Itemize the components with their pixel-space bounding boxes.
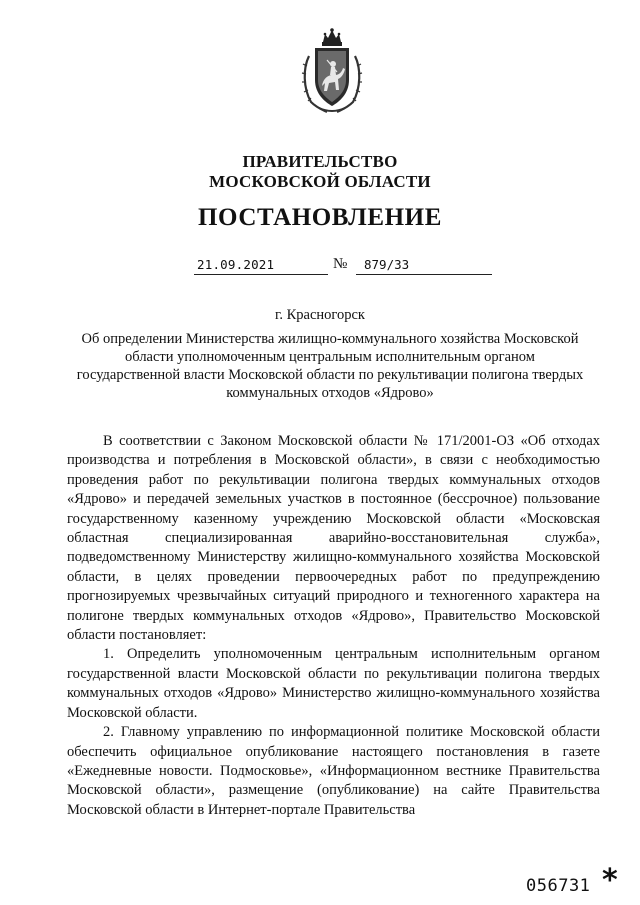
document-number: 879/33 [364,257,410,272]
coat-of-arms-icon [301,28,363,114]
document-body [67,432,600,820]
serial-star: * [602,863,618,898]
government-title: ПРАВИТЕЛЬСТВО [242,152,398,171]
subject-line: коммунальных отходов «Ядрово» [226,385,434,401]
document-type-heading: ПОСТАНОВЛЕНИЕ [197,204,443,231]
document-subject [60,330,600,402]
serial-number: 056731 [526,876,591,896]
number-underline [356,274,492,275]
preamble-paragraph: В соответствии с Законом Московской области № 171/2001-ОЗ «Об отходах производства и потребления в Московской области», в связи с необходимостью проведения работ по рекультивации полигона твердых коммунальных отходов «Ядрово» и передачей земельных участков в постоянное (бессрочное) пользование государственному казенному учреждению Московской области «Московская областная специализированная аварийно-восстановительная служба», подведомственному Министерству жилищно-коммунального хозяйства Московской области, в целях проведении первоочередных работ по предупреждению прогнозируемых чрезвычайных ситуаций природного и техногенного характера на полигоне твердых коммунальных отходов «Ядрово», Правительство Московской области постановляет: [67,433,600,644]
document-date: 21.09.2021 [197,257,275,272]
document-city: г. Красногорск [275,307,365,323]
item-1-paragraph: 1. Определить уполномоченным центральным исполнительным органом государственной власти Московской области по рекультивации полигона твердых коммунальных отходов «Ядрово» Министерство жилищно-коммунального хозяйства Московской области. [67,646,600,721]
document-meta-row [0,256,640,278]
item-2-paragraph: 2. Главному управлению по информационной политике Московской области обеспечить официальное опубликование настоящего постановления в газете «Ежедневные новости. Подмосковье», «Информационном вестнике Правительства Московской области», размещение (опубликование) на сайте Правительства Московской области в Интернет-портале Правительства [67,724,600,818]
subject-line: Об определении Министерства жилищно-коммунального хозяйства Московской [81,331,579,347]
number-sign: № [333,256,348,272]
subject-line: области уполномоченным центральным исполнительным органом [125,349,535,365]
government-subtitle: МОСКОВСКОЙ ОБЛАСТИ [209,172,431,191]
subject-line: государственной власти Московской области по рекультивации полигона твердых [76,367,584,383]
date-underline [194,274,328,275]
